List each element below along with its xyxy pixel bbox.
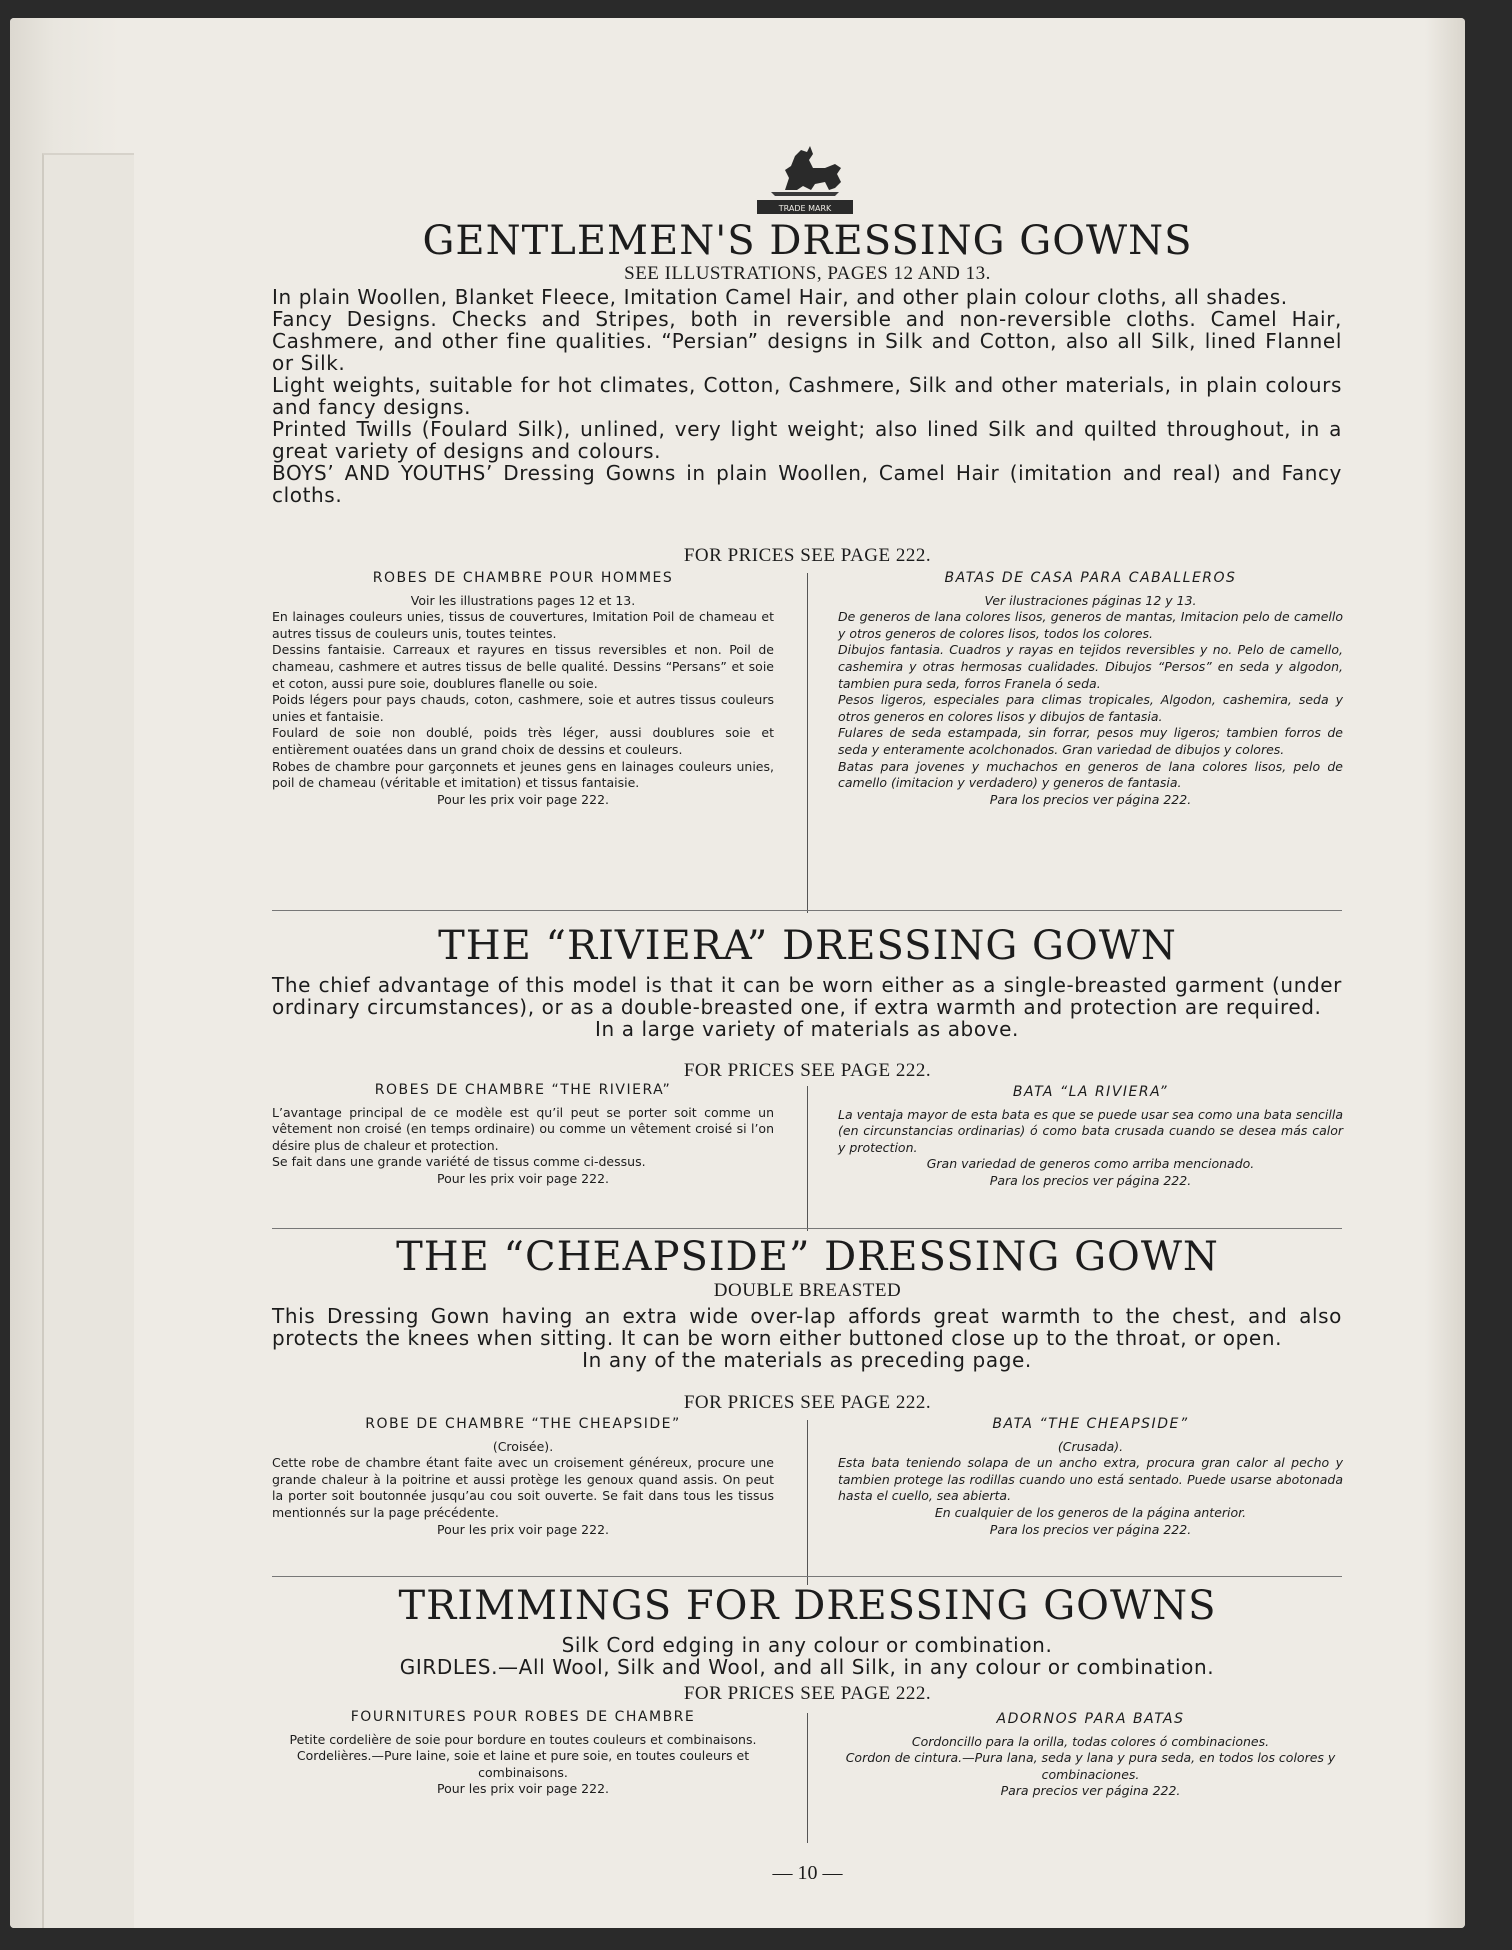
section-title-riviera: THE “RIVIERA” DRESSING GOWN — [438, 923, 1177, 969]
paragraph: Cordon de cintura.—Pura lana, seda y lana y pura seda, en todos los colores y combinaciones. — [845, 1750, 1336, 1782]
section-divider — [272, 1228, 1342, 1229]
section4-french-column — [272, 1709, 774, 1798]
paragraph: This Dressing Gown having an extra wide over-lap affords great warmth to the chest, and also protects the knees when sitting. It can be worn either buttoned close up to the throat, or open. — [272, 1304, 1342, 1350]
paragraph: Light weights, suitable for hot climates, Cotton, Cashmere, Silk and other materials, in plain colours and fancy designs. — [272, 373, 1342, 419]
column-divider — [807, 573, 808, 913]
french-heading: FOURNITURES POUR ROBES DE CHAMBRE — [350, 1709, 696, 1725]
spanish-see-line: Ver ilustraciones páginas 12 y 13. — [984, 592, 1197, 608]
section-title-trimmings: TRIMMINGS FOR DRESSING GOWNS — [398, 1583, 1217, 1629]
section3-english-text — [272, 1305, 1342, 1371]
spanish-heading: BATA “THE CHEAPSIDE” — [992, 1416, 1189, 1432]
spanish-heading: ADORNOS PARA BATAS — [996, 1711, 1185, 1727]
section4-english-text — [272, 1634, 1342, 1678]
page-tab-edge — [42, 153, 134, 1928]
spanish-prices: Para los precios ver página 222. — [989, 1521, 1192, 1537]
section-title-cheapside: THE “CHEAPSIDE” DRESSING GOWN — [396, 1234, 1219, 1280]
section-title-gentlemens-dressing-gowns: GENTLEMEN'S DRESSING GOWNS — [422, 218, 1193, 264]
column-divider — [807, 1086, 808, 1231]
french-heading: ROBE DE CHAMBRE “THE CHEAPSIDE” — [365, 1416, 681, 1432]
paragraph: Poids légers pour pays chauds, coton, cashmere, soie et autres tissus couleurs unies et fantaisie. — [272, 692, 774, 724]
french-prices: Pour les prix voir page 222. — [437, 1170, 609, 1186]
section1-spanish-column — [838, 570, 1343, 808]
spanish-subtitle: (Crusada). — [1057, 1438, 1124, 1454]
paragraph: Pesos ligeros, especiales para climas tropicales, Algodon, cashemira, seda y otros generos en colores lisos y dibujos de fantasia. — [838, 692, 1343, 724]
spanish-prices: Para los precios ver página 222. — [989, 1172, 1192, 1188]
french-heading: ROBES DE CHAMBRE POUR HOMMES — [372, 570, 674, 586]
paragraph: Robes de chambre pour garçonnets et jeunes gens en lainages couleurs unies, poil de chameau (véritable et imitation) et tissus fantaisie. — [272, 758, 774, 791]
lion-trademark-icon — [755, 138, 855, 216]
column-divider — [807, 1420, 808, 1585]
paragraph: Gran variedad de generos como arriba mencionado. — [926, 1156, 1255, 1172]
paragraph: Printed Twills (Foulard Silk), unlined, very light weight; also lined Silk and quilted throughout, in a great variety of designs and colours. — [272, 417, 1342, 463]
paragraph: Silk Cord edging in any colour or combination. — [561, 1633, 1053, 1657]
section4-spanish-column — [838, 1711, 1343, 1800]
spanish-prices: Para precios ver página 222. — [1000, 1783, 1181, 1799]
section3-french-column — [272, 1416, 774, 1538]
paragraph: Se fait dans une grande variété de tissus comme ci-dessus. — [272, 1154, 646, 1170]
paragraph: Petite cordelière de soie pour bordure en toutes couleurs et combinaisons. — [289, 1731, 757, 1747]
section2-spanish-column — [838, 1084, 1343, 1190]
paragraph: In any of the materials as preceding page. — [582, 1348, 1032, 1372]
prices-line: FOR PRICES SEE PAGE 222. — [683, 1683, 932, 1704]
spanish-heading: BATA “LA RIVIERA” — [1012, 1084, 1169, 1100]
french-see-line: Voir les illustrations pages 12 et 13. — [410, 592, 636, 608]
paragraph: Cordoncillo para la orilla, todas colores ó combinaciones. — [911, 1733, 1270, 1749]
spanish-heading: BATAS DE CASA PARA CABALLEROS — [944, 570, 1237, 586]
prices-line: FOR PRICES SEE PAGE 222. — [683, 1060, 932, 1081]
paragraph: Esta bata teniendo solapa de un ancho extra, procura gran calor al pecho y tambien protege las rodillas cuando uno está sentado. Puede usarse abotonada hasta el cuello, sea abierta. — [838, 1455, 1343, 1504]
paragraph: Fancy Designs. Checks and Stripes, both in reversible and non-reversible cloths. Camel Hair, Cashmere, and other fine qualities. “Persian” designs in Silk and Cotton, also all Silk, lined Flannel or Silk. — [272, 307, 1342, 375]
paragraph: In plain Woollen, Blanket Fleece, Imitation Camel Hair, and other plain colour cloths, all shades. — [272, 285, 1288, 309]
paragraph: BOYS’ AND YOUTHS’ Dressing Gowns in plain Woollen, Camel Hair (imitation and real) and Fancy cloths. — [272, 461, 1342, 507]
section3-spanish-column — [838, 1416, 1343, 1538]
spanish-prices: Para los precios ver página 222. — [989, 791, 1192, 807]
paragraph: Cordelières.—Pure laine, soie et laine et pure soie, en toutes couleurs et combinaisons. — [296, 1748, 750, 1780]
paragraph: En lainages couleurs unies, tissus de couvertures, Imitation Poil de chameau et autres tissus de couleurs unis, toutes teintes. — [272, 609, 774, 641]
paragraph: GIRDLES.—All Wool, Silk and Wool, and all Silk, in any colour or combination. — [399, 1655, 1215, 1679]
section2-french-column — [272, 1082, 774, 1188]
paragraph: In a large variety of materials as above. — [594, 1017, 1019, 1041]
section1-english-text — [272, 286, 1342, 506]
page-right-edge — [1425, 18, 1465, 1928]
paragraph: En cualquier de los generos de la página anterior. — [934, 1504, 1247, 1520]
paragraph: Foulard de soie non doublé, poids très léger, aussi doublures soie et entièrement ouatées dans un grand choix de dessins et couleurs. — [272, 725, 774, 757]
french-heading: ROBES DE CHAMBRE “THE RIVIERA” — [374, 1082, 672, 1098]
see-illustrations-line: SEE ILLUSTRATIONS, PAGES 12 AND 13. — [624, 263, 991, 284]
paragraph: De generos de lana colores lisos, generos de mantas, Imitacion pelo de camello y otros generos de colores lisos, todos los colores. — [838, 609, 1343, 641]
column-divider — [807, 1713, 808, 1843]
section-divider — [272, 1576, 1342, 1577]
page-number: — 10 — — [772, 1862, 843, 1884]
trademark-text: TRADE MARK — [778, 204, 832, 213]
paragraph: Batas para jovenes y muchachos en generos de lana colores lisos, pelo de camello (imitacion y verdadero) y generos de fantasia. — [838, 758, 1343, 791]
french-prices: Pour les prix voir page 222. — [437, 1521, 609, 1537]
paragraph: La ventaja mayor de esta bata es que se puede usar sea como una bata sencilla (en circunstancias ordinarias) ó como bata crusada cuando se desea más calor y protection. — [838, 1106, 1343, 1155]
paragraph: Dibujos fantasia. Cuadros y rayas en tejidos reversibles y no. Pelo de camello, cashemira y otras hermosas cualidades. Dibujos “Persos” en seda y algodon, tambien pura seda, forros Franela ó seda. — [838, 642, 1343, 691]
section-divider — [272, 910, 1342, 911]
paragraph: L’avantage principal de ce modèle est qu’il peut se porter soit comme un vêtement non croisé (en temps ordinaire) ou comme un vêtement croisé si l’on désire plus de chaleur et protection. — [272, 1104, 774, 1153]
prices-line: FOR PRICES SEE PAGE 222. — [683, 1392, 932, 1413]
french-prices: Pour les prix voir page 222. — [437, 1781, 609, 1797]
paragraph: Fulares de seda estampada, sin forrar, pesos muy ligeros; tambien forros de seda y enteramente acolchonados. Gran variedad de dibujos y colores. — [838, 725, 1343, 757]
paragraph: Dessins fantaisie. Carreaux et rayures en tissus reversibles et non. Poil de chameau, cashmere et autres tissus de belle qualité. Dessins “Persans” et soie et coton, aussi pure soie, doublures flanelle ou soie. — [272, 642, 774, 691]
section1-french-column — [272, 570, 774, 808]
double-breasted-subtitle: DOUBLE BREASTED — [713, 1280, 902, 1301]
french-subtitle: (Croisée). — [492, 1438, 554, 1454]
paragraph: The chief advantage of this model is that it can be worn either as a single-breasted garment (under ordinary circumstances), or as a double-breasted one, if extra warmth and protection are required. — [272, 973, 1342, 1019]
prices-line: FOR PRICES SEE PAGE 222. — [683, 545, 932, 566]
section2-english-text — [272, 974, 1342, 1040]
catalogue-page — [10, 18, 1465, 1928]
paragraph: Cette robe de chambre étant faite avec un croisement généreux, procure une grande chaleur à la poitrine et aussi protège les genoux quand assis. On peut la porter soit boutonnée jusqu’au cou soit ouverte. Se fait dans tous les tissus mentionnés sur la page précédente. — [272, 1455, 774, 1520]
french-prices: Pour les prix voir page 222. — [437, 791, 609, 807]
